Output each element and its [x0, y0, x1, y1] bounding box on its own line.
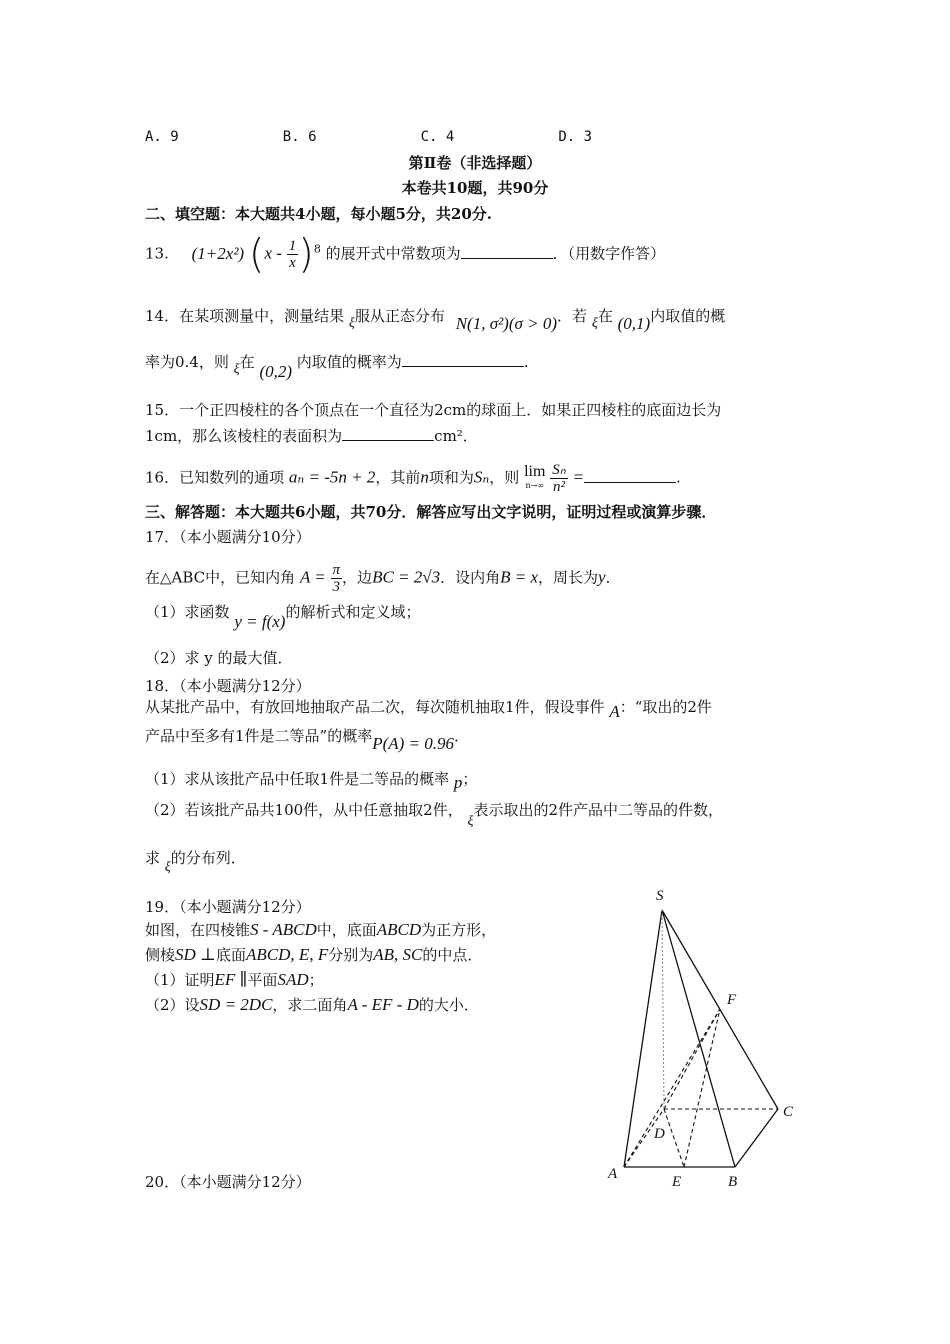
q16-answer-blank[interactable]: [584, 468, 676, 483]
q18-part1: （1）求从该批产品中任取1件是二等品的概率 p；: [145, 770, 478, 792]
q19-header: 19．（本小题满分12分）: [145, 898, 311, 916]
q20-header: 20．（本小题满分12分）: [145, 1173, 311, 1191]
q13-number: 13.: [145, 244, 169, 263]
question-15-line2: 1cm，那么该棱柱的表面积为 cm²．: [145, 427, 478, 445]
label-a: A: [608, 1166, 618, 1182]
choice-a: A. 9: [145, 129, 179, 145]
label-e: E: [672, 1174, 682, 1190]
segment-ef: [684, 1009, 720, 1167]
q17-pi-fraction: $\frac{\pi}{3}$: [332, 562, 341, 595]
q19-part1: （1）证明EF ∥平面SAD；: [145, 970, 324, 989]
q17-statement: 在△ABC中，已知内角 A = $\frac{\pi}{3}$ ，边BC = 2√3．设内角B = x，周长为y．: [145, 562, 621, 595]
label-f: F: [727, 992, 737, 1008]
segment-df: [664, 1009, 720, 1109]
question-15-line1: 15．一个正四棱柱的各个顶点在一个直径为2cm的球面上．如果正四棱柱的底面边长为: [145, 401, 722, 419]
choice-b: B. 6: [282, 129, 317, 145]
q19-line1: 如图，在四棱锥S - ABCD中，底面ABCD为正方形，: [145, 920, 497, 939]
q18-part3: 求 ξ的分布列．: [145, 849, 246, 875]
label-b: B: [728, 1174, 738, 1190]
q16-limit: lim n→∞: [524, 462, 546, 490]
q14-answer-blank[interactable]: [402, 352, 524, 367]
q19-part2: （2）设SD = 2DC，求二面角A - EF - D的大小．: [145, 995, 479, 1014]
q16-sequence: aₙ = -5n + 2: [288, 467, 376, 487]
section2-header: 二、填空题：本大题共4小题，每小题5分，共20分.: [145, 205, 492, 223]
q14-distribution: N(1, σ²)(σ > 0): [455, 314, 558, 333]
choice-d: D. 3: [558, 129, 593, 145]
part2-title: 第Ⅱ卷（非选择题）: [408, 154, 542, 172]
q18-part2: （2）若该批产品共100件，从中任意抽取2件， ξ表示取出的2件产品中二等品的件数，: [145, 801, 724, 829]
choices-row: [145, 126, 691, 147]
part2-subtitle: 本卷共10题，共90分: [401, 179, 549, 197]
q17-header: 17．（本小题满分10分）: [145, 528, 311, 546]
q18-line2: 产品中至多有1件是二等品”的概率P(A) = 0.96．: [145, 727, 470, 753]
q13-text: 的展开式中常数项为: [325, 244, 461, 263]
q15-answer-blank[interactable]: [342, 426, 434, 441]
choice-c: C. 4: [420, 129, 455, 145]
segment-de: [664, 1109, 684, 1167]
q13-expr-left: (1+2x²): [191, 243, 245, 263]
pyramid-figure: [590, 880, 810, 1190]
label-d: D: [654, 1126, 665, 1142]
section3-header: 三、解答题：本大题共6小题，共70分．解答应写出文字说明，证明过程或演算步骤．: [145, 503, 717, 521]
q13-note: ．（用数字作答）: [552, 244, 666, 263]
q13-power: 8: [313, 242, 321, 256]
q18-line1: 从某批产品中，有放回地抽取产品二次，每次随机抽取1件，假设事件 A：“取出的2件: [145, 698, 712, 721]
q17-part1: （1）求函数 y = f(x)的解析式和定义域；: [145, 603, 421, 631]
question-14: 14．在某项测量中，测量结果 ξ服从正态分布 N(1, σ²)(σ > 0)．若 ξ在 (0,1)内取值的概: [145, 307, 726, 333]
q19-line2: 侧棱SD ⊥底面ABCD, E, F分别为AB, SC的中点．: [145, 945, 483, 964]
q17-part2: （2）求 y 的最大值．: [145, 649, 293, 667]
segment-af: [624, 1009, 720, 1167]
question-16: 16．已知数列的通项 aₙ = -5n + 2，其前n项和为Sₙ，则 lim n→∞ $\frac{\text{Sₙ}}{\text{n²}}$ = .: [145, 462, 681, 495]
edge-bc: [735, 1109, 778, 1167]
question-14-line2: 率为0.4，则 ξ在 (0,2) 内取值的概率为 .: [145, 353, 529, 381]
label-s: S: [656, 888, 664, 904]
q16-fraction: $\frac{\text{Sₙ}}{\text{n²}}$: [552, 462, 566, 495]
edge-sb: [662, 910, 735, 1167]
q13-fraction: $\frac{1}{x}$: [288, 238, 297, 271]
question-13: 13. (1+2x²) (x - $\frac{1}{x}$ )$^8$ 的展开式中常数项为 ．（用数字作答）: [145, 231, 666, 278]
q18-header: 18．（本小题满分12分）: [145, 677, 311, 695]
label-c: C: [783, 1104, 794, 1120]
edge-sd: [662, 910, 664, 1109]
q13-answer-blank[interactable]: [461, 244, 553, 259]
